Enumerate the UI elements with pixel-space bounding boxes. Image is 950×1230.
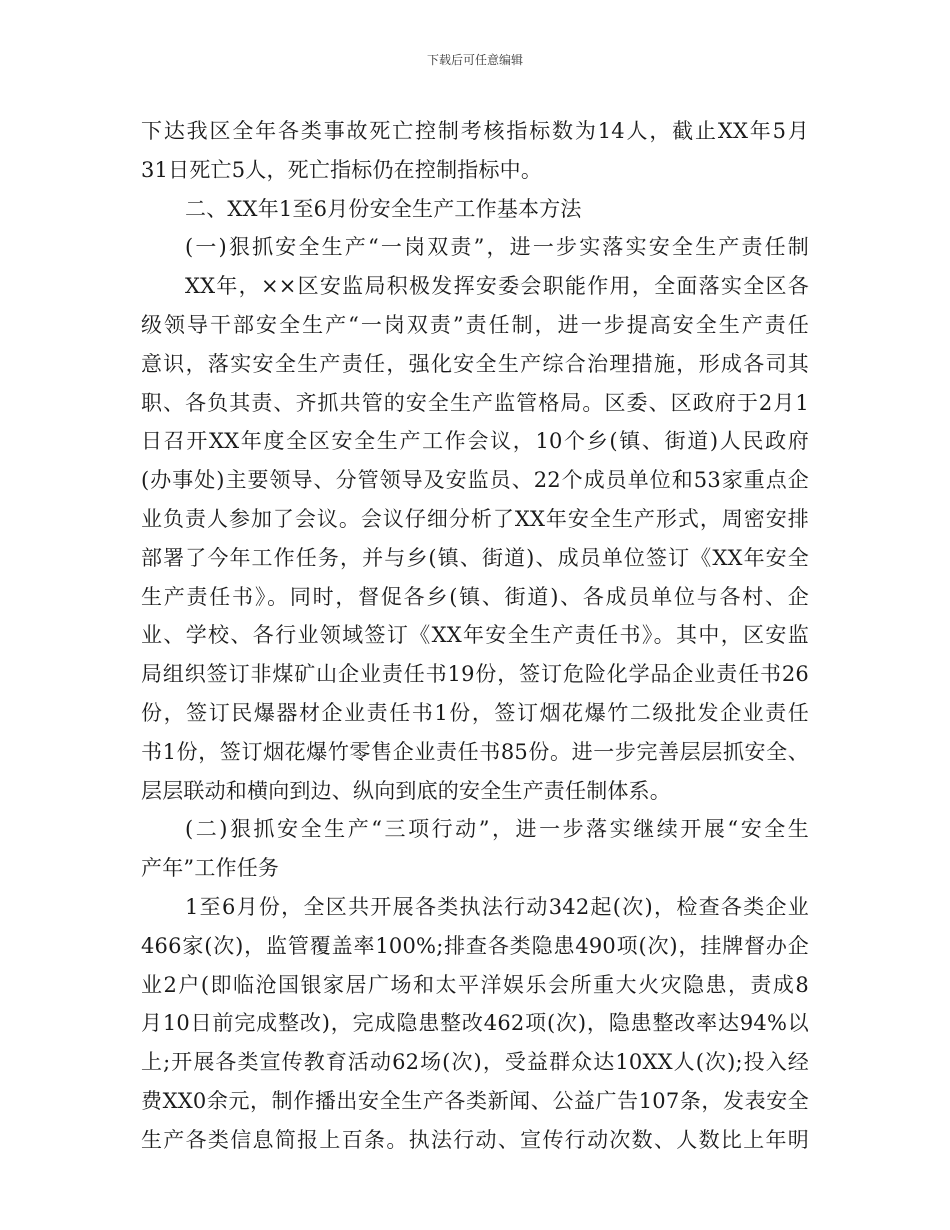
paragraph-line: 日召开XX年度全区安全生产工作会议，10个乡(镇、街道)人民政府 (141, 429, 809, 454)
paragraph-line: 1至6月份，全区共开展各类执法行动342起(次)，检查各类企业 (185, 894, 809, 919)
page-header-note: 下载后可任意编辑 (426, 53, 523, 67)
paragraph-line: 业负责人参加了会议。会议仔细分析了XX年安全生产形式，周密安排 (141, 506, 809, 531)
paragraph-line: 局组织签订非煤矿山企业责任书19份，签订危险化学品企业责任书26 (141, 662, 809, 687)
paragraph-line: 级领导干部安全生产“一岗双责”责任制，进一步提高安全生产责任 (141, 312, 809, 337)
paragraph-line: 生产各类信息简报上百条。执法行动、宣传行动次数、人数比上年明 (141, 1127, 809, 1152)
paragraph-line: 业、学校、各行业领域签订《XX年安全生产责任书》。其中，区安监 (141, 623, 809, 648)
paragraph-line: 层层联动和横向到边、纵向到底的安全生产责任制体系。 (141, 778, 671, 803)
subsection-heading: (一)狠抓安全生产“一岗双责”，进一步实落实安全生产责任制 (185, 235, 809, 260)
document-body (141, 112, 809, 1160)
subsection-heading: 产年”工作任务 (141, 856, 280, 881)
paragraph-line: 份，签订民爆器材企业责任书1份，签订烟花爆竹二级批发企业责任 (141, 700, 809, 725)
subsection-heading: (二)狠抓安全生产“三项行动”，进一步落实继续开展“安全生 (185, 817, 809, 842)
paragraph-line: 职、各负其责、齐抓共管的安全生产监管格局。区委、区政府于2月1 (141, 390, 809, 415)
section-heading: 二、XX年1至6月份安全生产工作基本方法 (185, 196, 582, 221)
paragraph-line: 生产责任书》。同时，督促各乡(镇、街道)、各成员单位与各村、企 (141, 584, 809, 609)
paragraph-line: 下达我区全年各类事故死亡控制考核指标数为14人，截止XX年5月 (141, 119, 809, 143)
paragraph-line: 月10日前完成整改)，完成隐患整改462项(次)，隐患整改率达94%以 (141, 1011, 809, 1036)
paragraph-line: 上;开展各类宣传教育活动62场(次)，受益群众达10XX人(次);投入经 (141, 1050, 809, 1075)
paragraph-line: 部署了今年工作任务，并与乡(镇、街道)、成员单位签订《XX年安全 (141, 545, 809, 570)
paragraph-line: 466家(次)，监管覆盖率100%;排查各类隐患490项(次)，挂牌督办企 (141, 933, 809, 958)
paragraph-line: (办事处)主要领导、分管领导及安监员、22个成员单位和53家重点企 (141, 468, 809, 493)
paragraph-line: 意识，落实安全生产责任，强化安全生产综合治理措施，形成各司其 (141, 351, 809, 376)
paragraph-line: 费XX0余元，制作播出安全生产各类新闻、公益广告107条，发表安全 (141, 1088, 809, 1113)
paragraph-line: XX年，××区安监局积极发挥安委会职能作用，全面落实全区各 (185, 274, 809, 299)
paragraph-line: 业2户(即临沧国银家居广场和太平洋娱乐会所重大火灾隐患，责成8 (141, 972, 809, 997)
paragraph-line: 书1份，签订烟花爆竹零售企业责任书85份。进一步完善层层抓安全、 (141, 739, 809, 764)
paragraph-line: 31日死亡5人，死亡指标仍在控制指标中。 (141, 157, 543, 182)
